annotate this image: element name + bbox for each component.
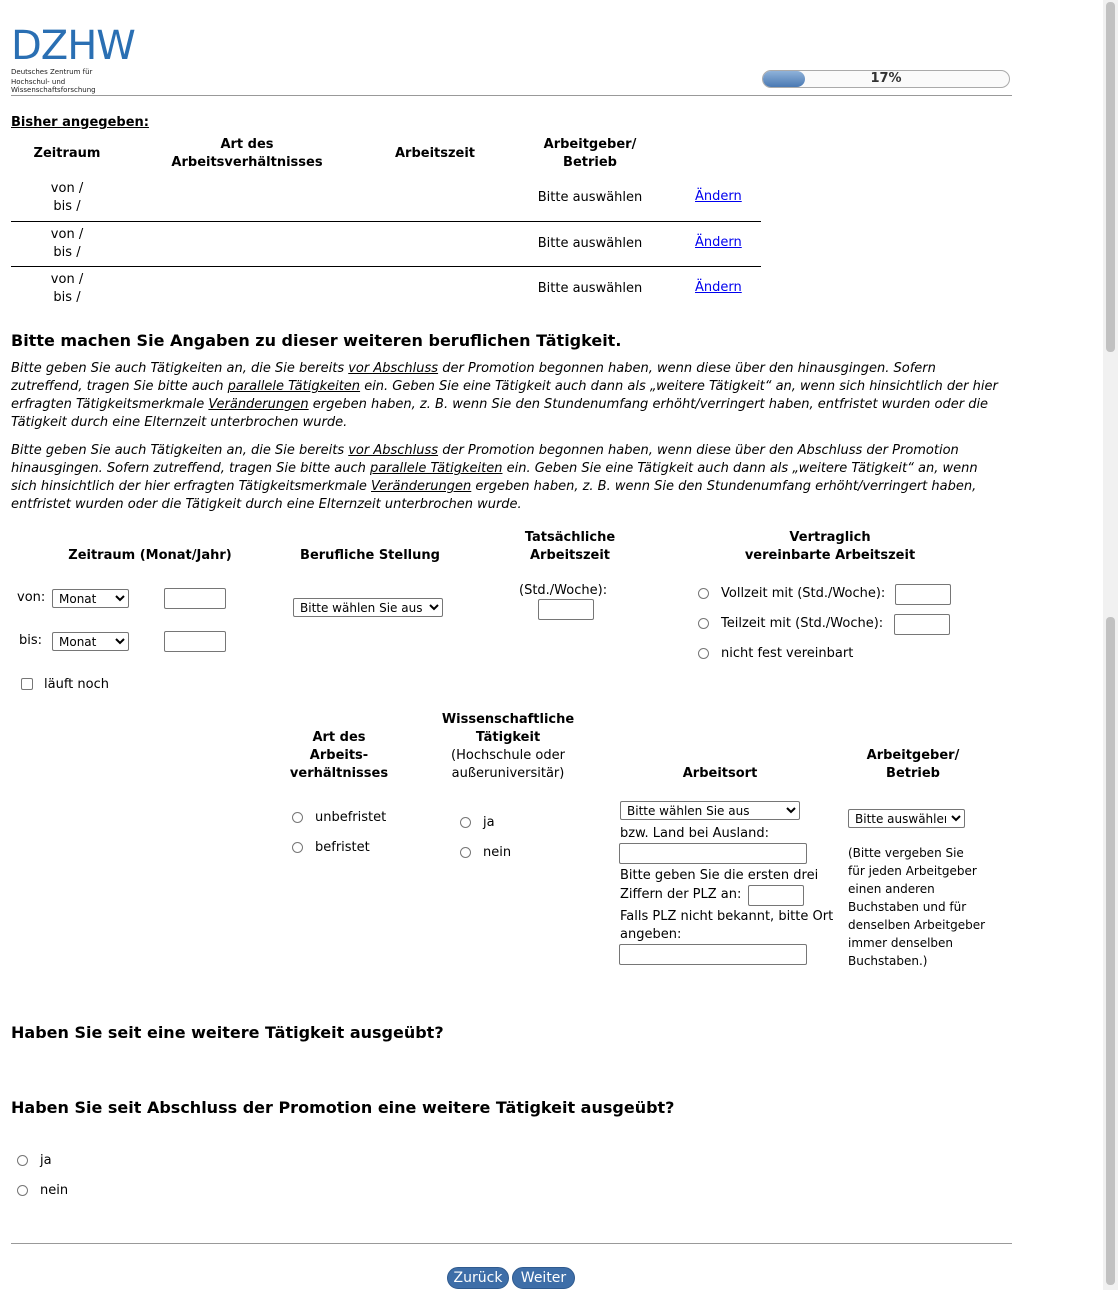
teilzeit-input[interactable] — [894, 614, 950, 635]
row-1-von: von / — [50, 181, 84, 196]
art-header-line3: verhältnisses — [289, 766, 389, 781]
arbeitsort-select[interactable] — [620, 801, 800, 820]
art-header-line1: Art des — [312, 730, 366, 745]
bis-month-select[interactable] — [52, 632, 129, 651]
instruction-paragraph-2: Bitte geben Sie auch Tätigkeiten an, die Sie bereits vor Abschluss der Promotion begonnen haben, wenn diese über den Abschluss der Promotion hinausgingen. Sofern zutreffend, tragen Sie bitte auch parallele Tätigkeiten ein. Geben Sie eine Tätigkeit auch dann als „weitere Tätigkeit“ an, wenn sich hinsichtlich der hier erfragten Tätigkeitsmerkmale Veränderungen ergeben haben, z. B. wenn Sie den Stundenumfang erhöht/verringert haben, entfristet wurden oder die Tätigkeit durch eine Elternzeit unterbrochen wurde. — [11, 443, 978, 512]
arbeitgeber-select[interactable] — [848, 809, 965, 828]
scrollbar-thumb-upper[interactable] — [1106, 2, 1115, 352]
vertrag-header-line2: vereinbarte Arbeitszeit — [744, 548, 916, 563]
arbeitsort-header: Arbeitsort — [682, 766, 758, 781]
header-divider — [11, 95, 1012, 96]
answer-ja-radio[interactable] — [17, 1155, 28, 1166]
row-1-arbeitgeber: Bitte auswählen — [537, 190, 643, 205]
unbefristet-label: unbefristet — [315, 810, 387, 825]
arbeitgeber-note: (Bitte vergeben Sie für jeden Arbeitgeber einen anderen Buchstaben und für denselben Arbeitgeber immer denselben Buchstaben.) — [848, 846, 986, 968]
section-heading: Bitte machen Sie Angaben zu dieser weiteren beruflichen Tätigkeit. — [11, 331, 622, 350]
wiss-header-line2: Tätigkeit — [475, 730, 541, 745]
plz-label-line1: Bitte geben Sie die ersten drei — [620, 868, 819, 883]
vertrag-arbeitszeit-header — [720, 529, 940, 565]
logo-subtitle-2: Hochschul- und Wissenschaftsforschung — [11, 78, 96, 94]
laeuft-noch-label: läuft noch — [44, 677, 109, 692]
tats-arbeitszeit-header — [505, 529, 635, 565]
land-input[interactable] — [619, 843, 807, 864]
nicht-fest-radio[interactable] — [698, 648, 709, 659]
table-row-1-zeitraum — [11, 180, 123, 216]
arbeitgeber-header — [848, 747, 978, 783]
teilzeit-radio[interactable] — [698, 618, 709, 629]
row-2-arbeitgeber: Bitte auswählen — [537, 236, 643, 251]
von-label: von: — [17, 590, 46, 605]
plz-input[interactable] — [748, 885, 804, 906]
table-row-2-zeitraum — [11, 226, 123, 262]
tats-header-line2: Arbeitszeit — [529, 548, 611, 563]
col-arbeitgeber — [520, 136, 660, 172]
art-verhaeltnis-header — [279, 729, 399, 783]
answer-ja-label: ja — [40, 1153, 52, 1168]
land-label: bzw. Land bei Ausland: — [620, 826, 769, 841]
wiss-ja-label: ja — [483, 815, 495, 830]
summary-title: Bisher angegeben: — [11, 115, 149, 130]
row-3-bis: bis / — [53, 290, 81, 305]
arbeitgeber-header-line1: Arbeitgeber/ — [866, 748, 960, 763]
row-2-von: von / — [50, 227, 84, 242]
instruction-paragraph-1: Bitte geben Sie auch Tätigkeiten an, die Sie bereits vor Abschluss der Promotion begonnen haben, wenn diese über den hinausgingen. Sofern zutreffend, tragen Sie bitte auch parallele Tätigkeiten ein. Geben Sie eine Tätigkeit auch dann als „weitere Tätigkeit“ an, wenn sich hinsichtlich der hier erfragten Tätigkeitsmerkmale Veränderungen ergeben haben, z. B. wenn Sie den Stundenumfang erhöht/verringert haben, entfristet wurden oder die Tätigkeit durch eine Elternzeit unterbrochen wurde. — [11, 361, 998, 430]
col-arbeitszeit: Arbeitszeit — [394, 146, 476, 161]
befristet-label: befristet — [315, 840, 370, 855]
tats-unit-label: (Std./Woche): — [519, 583, 608, 598]
vollzeit-radio[interactable] — [698, 588, 709, 599]
row-1-bis: bis / — [53, 199, 81, 214]
question-2: Haben Sie seit Abschluss der Promotion eine weitere Tätigkeit ausgeübt? — [11, 1098, 675, 1117]
row-2-bis: bis / — [53, 245, 81, 260]
laeuft-noch-checkbox[interactable] — [21, 678, 33, 690]
nicht-fest-label: nicht fest vereinbart — [721, 646, 854, 661]
bis-year-input[interactable] — [164, 631, 226, 652]
answer-nein-radio[interactable] — [17, 1185, 28, 1196]
wiss-nein-label: nein — [483, 845, 512, 860]
row-divider — [11, 221, 761, 222]
art-header-line2: Arbeits- — [309, 748, 369, 763]
stellung-select[interactable] — [293, 598, 443, 617]
wiss-header-line3: (Hochschule oder — [451, 748, 565, 763]
vertrag-header-line1: Vertraglich — [789, 530, 871, 545]
progress-label: 17% — [870, 71, 902, 86]
col-art-line1: Art des — [220, 137, 274, 152]
back-button[interactable]: Zurück — [447, 1267, 509, 1289]
col-art — [150, 136, 344, 172]
row-3-arbeitgeber: Bitte auswählen — [537, 281, 643, 296]
dzhw-logo — [11, 23, 151, 94]
bis-label: bis: — [19, 633, 43, 648]
plz-label-line2: Ziffern der PLZ an: — [620, 887, 742, 902]
ort-label-line2: angeben: — [620, 927, 682, 942]
page-scrollbar[interactable] — [1103, 0, 1118, 1290]
ort-label-line1: Falls PLZ nicht bekannt, bitte Ort — [620, 909, 834, 924]
row-3-aendern-link[interactable]: Ändern — [695, 280, 742, 295]
answer-nein-label: nein — [40, 1183, 69, 1198]
ort-input[interactable] — [619, 944, 807, 965]
tats-header-line1: Tatsächliche — [524, 530, 616, 545]
logo-text: DZHW — [11, 23, 135, 69]
arbeitgeber-header-line2: Betrieb — [886, 766, 940, 781]
vollzeit-input[interactable] — [895, 584, 951, 605]
befristet-radio[interactable] — [292, 842, 303, 853]
row-1-aendern-link[interactable]: Ändern — [695, 189, 742, 204]
col-arbeitgeber-line1: Arbeitgeber/ — [543, 137, 637, 152]
progress-bar — [762, 70, 1010, 88]
tats-arbeitszeit-input[interactable] — [538, 599, 594, 620]
vollzeit-label: Vollzeit mit (Std./Woche): — [721, 586, 886, 601]
teilzeit-label: Teilzeit mit (Std./Woche): — [721, 616, 884, 631]
col-zeitraum: Zeitraum — [33, 146, 101, 161]
logo-subtitle-1: Deutsches Zentrum für — [11, 68, 93, 76]
row-divider — [11, 266, 761, 267]
wiss-taetigkeit-header — [433, 711, 583, 783]
footer-divider — [11, 1243, 1012, 1244]
col-art-line2: Arbeitsverhältnisses — [171, 155, 323, 170]
col-arbeitgeber-line2: Betrieb — [563, 155, 617, 170]
row-3-von: von / — [50, 272, 84, 287]
table-row-3-zeitraum — [11, 271, 123, 307]
unbefristet-radio[interactable] — [292, 812, 303, 823]
wiss-header-line1: Wissenschaftliche — [441, 712, 575, 727]
question-1: Haben Sie seit eine weitere Tätigkeit ausgeübt? — [11, 1023, 444, 1042]
row-2-aendern-link[interactable]: Ändern — [695, 235, 742, 250]
zeitraum-header: Zeitraum (Monat/Jahr) — [68, 548, 232, 563]
von-month-select[interactable] — [52, 589, 129, 608]
wiss-ja-radio[interactable] — [460, 817, 471, 828]
next-button[interactable]: Weiter — [512, 1267, 575, 1289]
scrollbar-thumb[interactable] — [1106, 617, 1115, 1285]
von-year-input[interactable] — [164, 588, 226, 609]
stellung-header: Berufliche Stellung — [300, 548, 440, 563]
wiss-header-line4: außeruniversitär) — [451, 766, 565, 781]
wiss-nein-radio[interactable] — [460, 847, 471, 858]
